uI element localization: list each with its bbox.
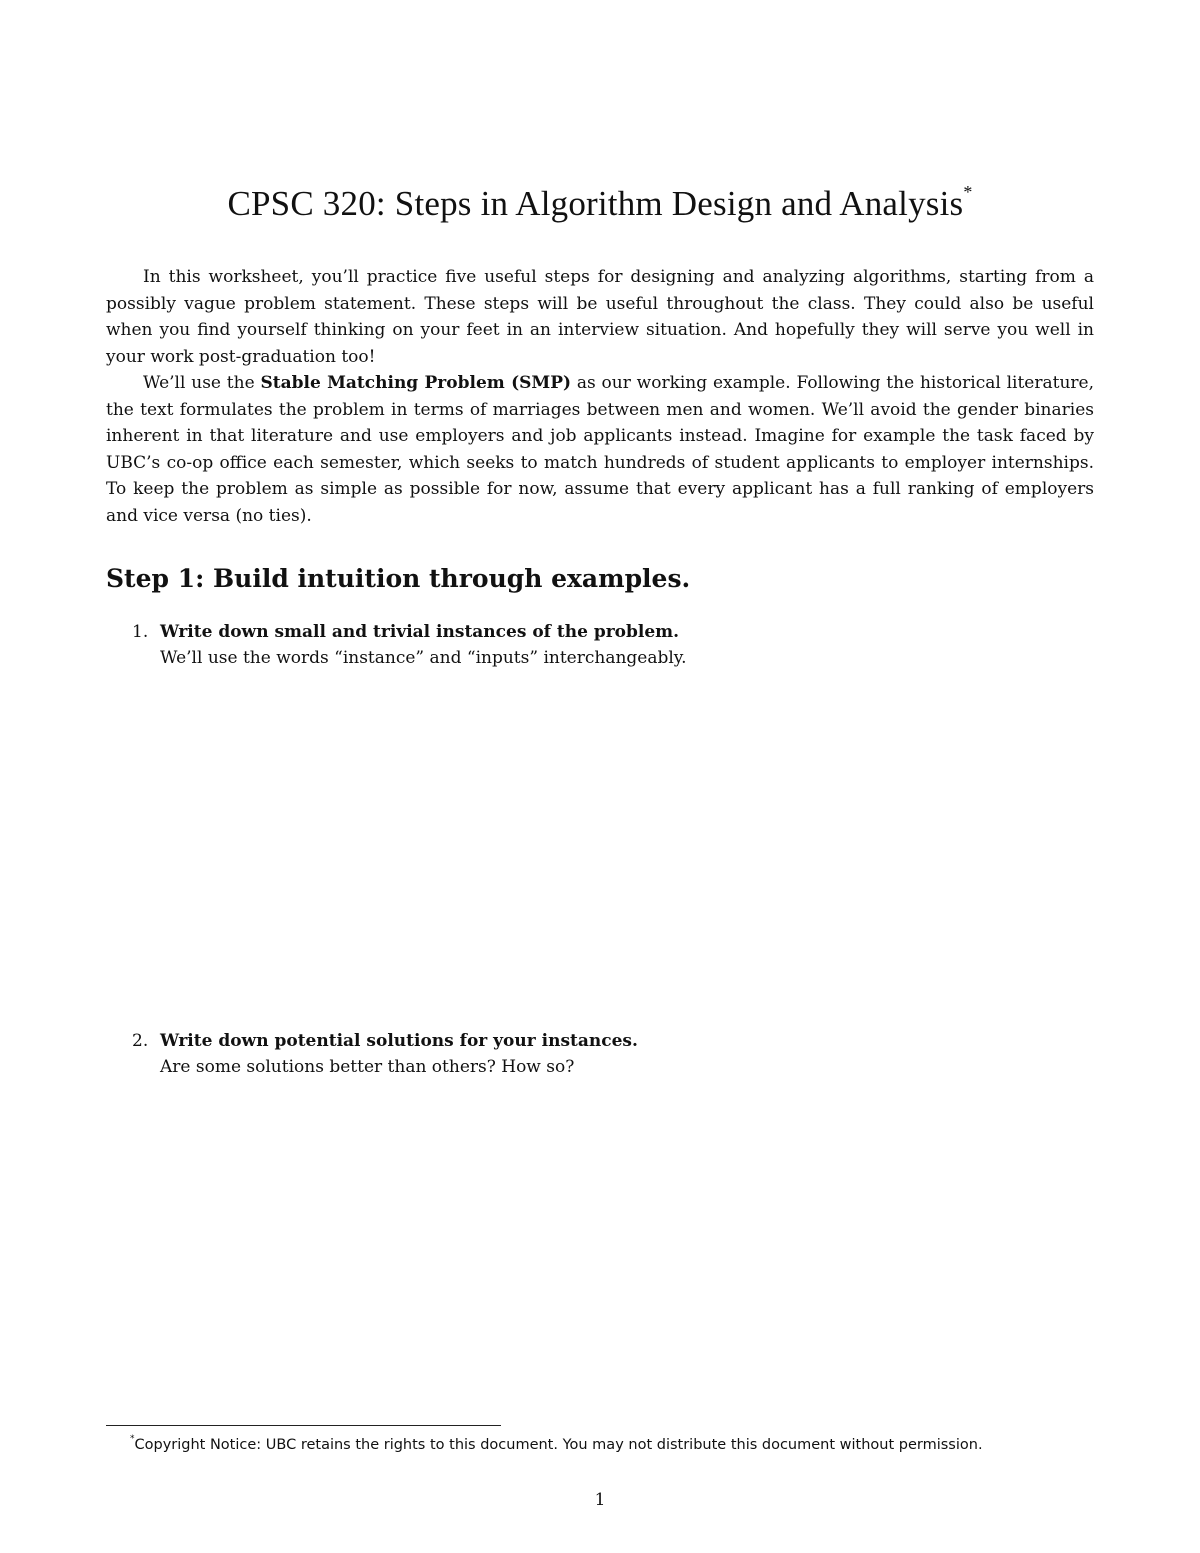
step-1-heading: Step 1: Build intuition through examples.: [106, 564, 691, 593]
intro-paragraph-2: [106, 370, 1094, 529]
item-text: We’ll use the words “instance” and “inputs” interchangeably.: [160, 648, 687, 668]
title-text: CPSC 320: Steps in Algorithm Design and Analysis: [227, 184, 964, 223]
footnote-text: Copyright Notice: UBC retains the rights to this document. You may not distribute this document without permission.: [134, 1436, 983, 1453]
item-text: Are some solutions better than others? How so?: [160, 1057, 575, 1077]
copyright-footnote: [130, 1431, 983, 1455]
title-footnote-mark: *: [963, 182, 973, 203]
intro-section: [106, 264, 1094, 529]
page-title: [0, 184, 1200, 224]
smp-term: Stable Matching Problem (SMP): [260, 373, 572, 393]
item-number: 1.: [132, 622, 149, 642]
item-heading: Write down small and trivial instances of the problem.: [160, 622, 680, 642]
page-number: 1: [594, 1490, 606, 1510]
item-number: 2.: [132, 1031, 149, 1051]
intro-p2-after: as our working example. Following the historical literature, the text formulates the problem in terms of marriages between men and women. We’ll avoid the gender binaries inherent in that literature and use employers and job applicants instead. Imagine for example the task faced by UBC’s co-op office each semester, which seeks to match hundreds of student applicants to employer internships. To keep the problem as simple as possible for now, assume that every applicant has a full ranking of employers and vice versa (no ties).: [106, 373, 1095, 526]
item-heading: Write down potential solutions for your instances.: [160, 1031, 638, 1051]
intro-paragraph-1: In this worksheet, you’ll practice five useful steps for designing and analyzing algorithms, starting from a possibly vague problem statement. These steps will be useful throughout the class. They could also be useful when you find yourself thinking on your feet in an interview situation. And hopefully they will serve you well in your work post-graduation too!: [106, 267, 1094, 367]
footnote-divider: [106, 1425, 501, 1426]
intro-p2-before: We’ll use the: [143, 373, 261, 393]
footnote-mark: *: [130, 1434, 135, 1444]
